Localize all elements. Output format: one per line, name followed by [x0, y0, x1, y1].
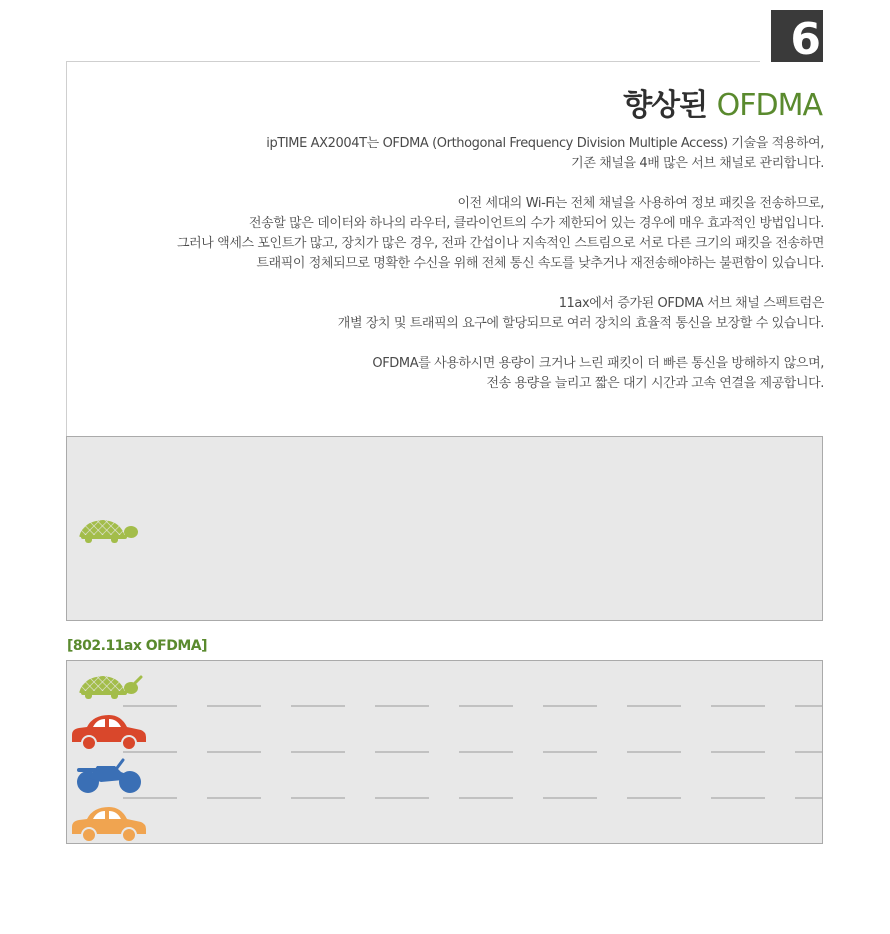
- section-label: [802.11ax OFDMA]: [67, 638, 208, 654]
- text-line: ipTIME AX2004T는 OFDMA (Orthogonal Frequency Division Multiple Access) 기술을 적용하여,: [266, 136, 824, 151]
- paragraph: [64, 134, 824, 174]
- page-number-badge: 6: [771, 10, 823, 62]
- text-line: 기존 채널을 4배 많은 서브 채널로 관리합니다.: [571, 156, 824, 171]
- text-line: 전송 용량을 늘리고 짧은 대기 시간과 고속 연결을 제공합니다.: [486, 376, 824, 391]
- text-line: 이전 세대의 Wi-Fi는 전체 채널을 사용하여 정보 패킷을 전송하므로,: [457, 196, 824, 211]
- text-line: 개별 장치 및 트래픽의 요구에 할당되므로 여러 장치의 효율적 통신을 보장할 수 있습니다.: [337, 316, 824, 331]
- text-line: 트래픽이 정체되므로 명확한 수신을 위해 전체 통신 속도를 낮추거나 재전송해야하는 불편함이 있습니다.: [256, 256, 824, 271]
- lane-dividers: [67, 661, 822, 843]
- car-icon: [71, 713, 147, 751]
- paragraph: [64, 294, 824, 334]
- motorcycle-icon: [75, 758, 143, 796]
- paragraph: [64, 194, 824, 274]
- frame-top-rule: [66, 61, 760, 62]
- title-accent: OFDMA: [716, 88, 822, 123]
- car-icon: [71, 805, 147, 843]
- text-line: 11ax에서 증가된 OFDMA 서브 채널 스펙트럼은: [558, 296, 824, 311]
- paragraph: [64, 354, 824, 394]
- description-text: [64, 134, 824, 414]
- turtle-icon: [77, 673, 143, 703]
- turtle-icon: [77, 517, 139, 547]
- text-line: OFDMA를 사용하시면 용량이 크거나 느린 패킷이 더 빠른 통신을 방해하지 않으며,: [372, 356, 824, 371]
- text-line: 전송할 많은 데이터와 하나의 라우터, 클라이언트의 수가 제한되어 있는 경우에 매우 효과적인 방법입니다.: [248, 216, 824, 231]
- legacy-traffic-panel: [66, 436, 823, 621]
- title-main: 향상된: [623, 88, 708, 123]
- page-title: [623, 80, 822, 124]
- ofdma-traffic-panel: [66, 660, 823, 844]
- text-line: 그러나 액세스 포인트가 많고, 장치가 많은 경우, 전파 간섭이나 지속적인 스트림으로 서로 다른 크기의 패킷을 전송하면: [176, 236, 824, 251]
